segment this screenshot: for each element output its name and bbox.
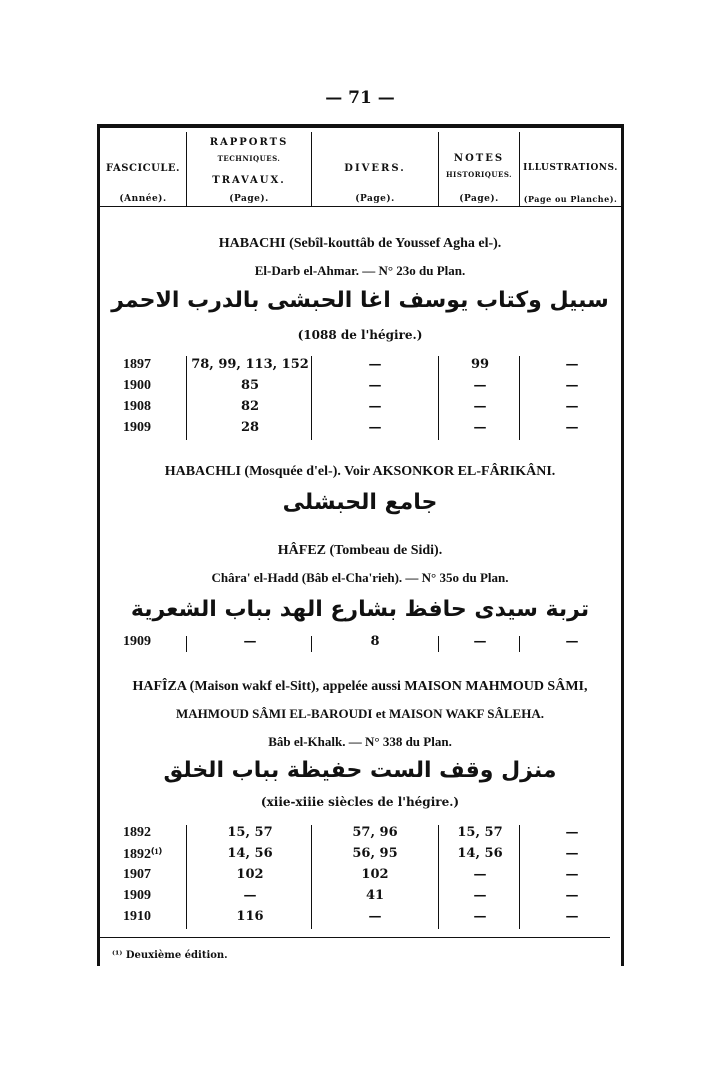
- row-year: 1909: [123, 888, 151, 903]
- row-year: 1897: [123, 357, 151, 372]
- entry-location: Bâb el-Khalk. — N° 338 du Plan.: [268, 734, 452, 749]
- row-rapports: —: [243, 634, 257, 649]
- row-illus: —: [565, 420, 579, 435]
- row-divers: 57, 96: [352, 825, 398, 840]
- row-rapports: —: [243, 888, 257, 903]
- row-divers: 102: [361, 867, 389, 882]
- row-notes: —: [473, 888, 487, 903]
- entry-title: HABACHLI (Mosquée d'el-). Voir AKSONKOR EL-FÂRIKÂNI.: [164, 464, 556, 479]
- entry-title: HAFÎZA (Maison wakf el-Sitt), appelée aussi MAISON MAHMOUD SÂMI,: [132, 679, 588, 694]
- row-notes: —: [473, 420, 487, 435]
- entry-date: (xiie-xiiie siècles de l'hégire.): [260, 795, 460, 809]
- header-fascicule-sub: (Année).: [119, 194, 167, 204]
- row-year: 1892⁽¹⁾: [123, 847, 163, 862]
- header-notes: NOTES: [453, 153, 505, 164]
- row-divers: 41: [365, 888, 385, 903]
- row-year: 1907: [123, 867, 151, 882]
- row-illus: —: [565, 825, 579, 840]
- row-rapports: 15, 57: [227, 825, 273, 840]
- column-rule: [186, 356, 187, 440]
- row-notes: —: [473, 634, 487, 649]
- entry-date: (1088 de l'hégire.): [297, 328, 423, 342]
- entry-title: HABACHI (Sebîl-kouttâb de Youssef Agha el-).: [218, 236, 502, 251]
- row-rapports: 85: [240, 378, 260, 393]
- column-rule: [186, 825, 187, 929]
- column-rule: [519, 636, 520, 652]
- header-illustrations: ILLUSTRATIONS.: [523, 163, 618, 173]
- header-fascicule: FASCICULE.: [106, 163, 180, 174]
- entry-title-continued: MAHMOUD SÂMI EL-BAROUDI et MAISON WAKF SÂLEHA.: [176, 706, 544, 721]
- row-divers: —: [368, 357, 382, 372]
- header-divers: DIVERS.: [344, 163, 406, 174]
- column-rule: [186, 636, 187, 652]
- row-illus: —: [565, 909, 579, 924]
- entry-arabic: سبيل وكتاب يوسف اغا الحبشى بالدرب الاحمر: [111, 288, 609, 313]
- row-illus: —: [565, 378, 579, 393]
- column-rule: [438, 356, 439, 440]
- column-rule: [311, 825, 312, 929]
- row-notes: 99: [470, 357, 490, 372]
- column-rule: [311, 356, 312, 440]
- column-rule: [311, 636, 312, 652]
- header-separator: [97, 206, 624, 207]
- table-top-rule: [97, 124, 624, 128]
- entry-location: El-Darb el-Ahmar. — N° 23o du Plan.: [254, 263, 466, 278]
- header-rapports: RAPPORTS: [209, 137, 289, 148]
- row-rapports: 14, 56: [227, 846, 273, 861]
- row-illus: —: [565, 634, 579, 649]
- header-rapports-sub: (Page).: [229, 194, 269, 204]
- row-year: 1910: [123, 909, 151, 924]
- row-rapports: 116: [236, 909, 264, 924]
- row-year: 1900: [123, 378, 151, 393]
- header-travaux: TRAVAUX.: [212, 175, 286, 186]
- row-notes: —: [473, 867, 487, 882]
- row-divers: 56, 95: [352, 846, 398, 861]
- row-rapports: 82: [240, 399, 260, 414]
- row-divers: —: [368, 909, 382, 924]
- header-historiques: HISTORIQUES.: [445, 170, 513, 179]
- column-rule: [519, 356, 520, 440]
- row-notes: —: [473, 909, 487, 924]
- entry-arabic: جامع الحبشلى: [282, 490, 438, 515]
- column-rule: [519, 825, 520, 929]
- row-year: 1892: [123, 825, 151, 840]
- row-illus: —: [565, 888, 579, 903]
- header-notes-sub: (Page).: [459, 194, 499, 204]
- row-illus: —: [565, 357, 579, 372]
- row-rapports: 28: [240, 420, 260, 435]
- row-illus: —: [565, 867, 579, 882]
- row-year: 1909: [123, 634, 151, 649]
- row-notes: —: [473, 399, 487, 414]
- page-number: — 71 —: [325, 88, 395, 108]
- row-notes: —: [473, 378, 487, 393]
- entry-title: HÂFEZ (Tombeau de Sidi).: [277, 543, 443, 558]
- column-rule: [438, 636, 439, 652]
- footnote: ⁽¹⁾ Deuxième édition.: [112, 950, 228, 961]
- row-divers: 8: [370, 634, 380, 649]
- entry-arabic: منزل وقف الست حفيظة بباب الخلق: [163, 758, 557, 783]
- header-illustrations-sub: (Page ou Planche).: [523, 194, 618, 204]
- footnote-rule: [100, 937, 610, 938]
- row-year: 1909: [123, 420, 151, 435]
- row-divers: —: [368, 399, 382, 414]
- row-year: 1908: [123, 399, 151, 414]
- row-divers: —: [368, 420, 382, 435]
- entry-location: Châra' el-Hadd (Bâb el-Cha'rieh). — N° 35o du Plan.: [211, 570, 509, 585]
- row-illus: —: [565, 399, 579, 414]
- row-illus: —: [565, 846, 579, 861]
- entry-arabic: تربة سيدى حافظ بشارع الهد بباب الشعرية: [130, 597, 590, 622]
- row-notes: 15, 57: [457, 825, 503, 840]
- header-divers-sub: (Page).: [355, 194, 395, 204]
- row-notes: 14, 56: [457, 846, 503, 861]
- column-rule: [438, 825, 439, 929]
- row-rapports: 102: [236, 867, 264, 882]
- row-divers: —: [368, 378, 382, 393]
- row-rapports: 78, 99, 113, 152: [191, 357, 309, 372]
- header-techniques: TECHNIQUES.: [217, 154, 281, 163]
